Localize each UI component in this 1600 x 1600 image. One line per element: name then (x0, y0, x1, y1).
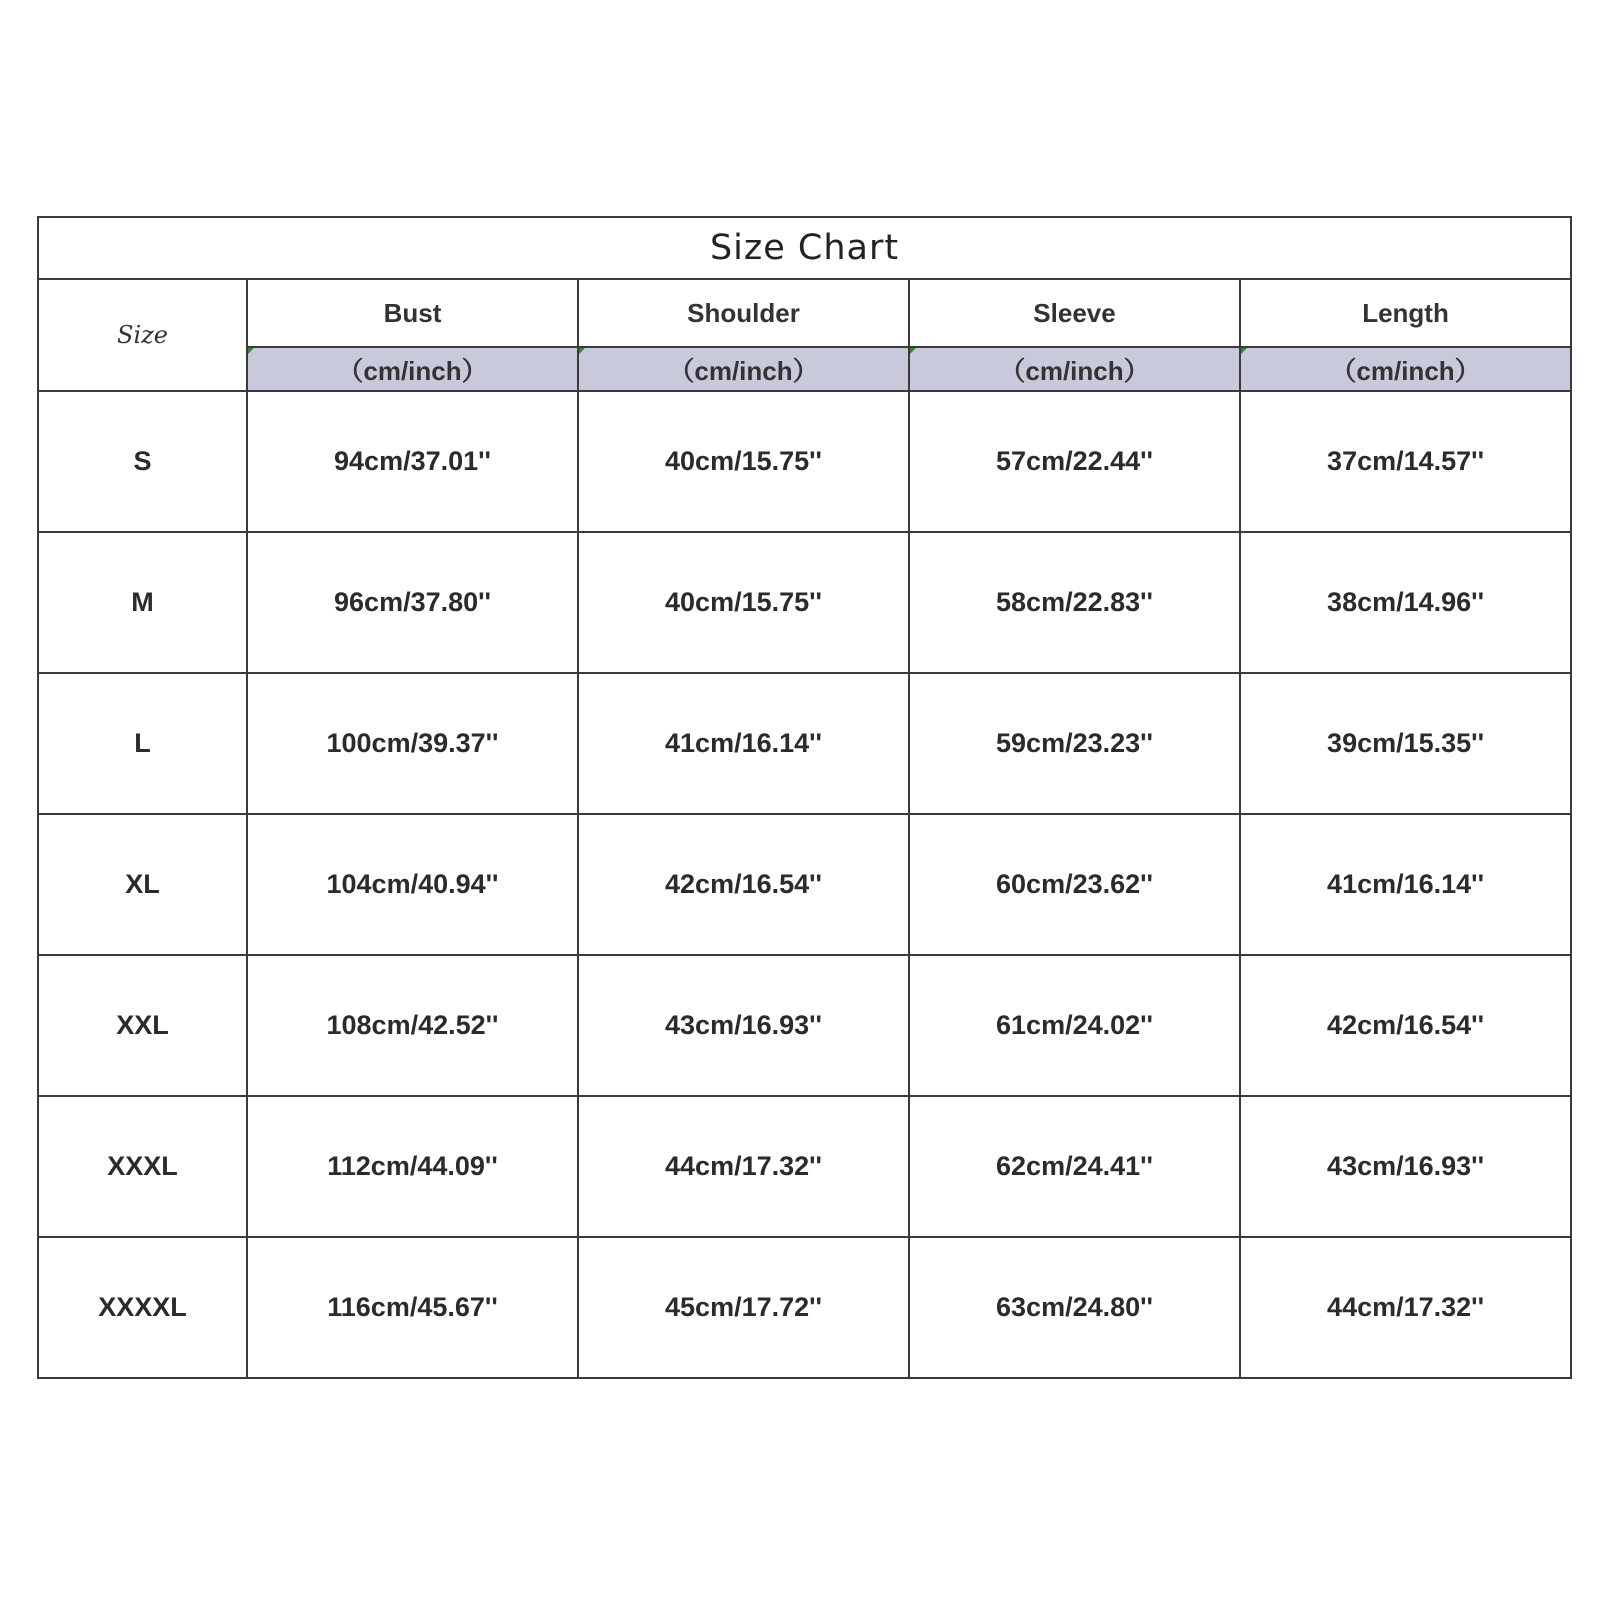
size-cell: XXL (38, 955, 247, 1096)
table-row (38, 814, 1571, 955)
title-row (38, 217, 1571, 279)
unit-label-bust: （cm/inch） (247, 347, 578, 391)
unit-label-length: （cm/inch） (1240, 347, 1571, 391)
table-row (38, 673, 1571, 814)
length-value-cell: 42cm/16.54'' (1240, 955, 1571, 1096)
bust-value-cell: 112cm/44.09'' (247, 1096, 578, 1237)
bust-value-cell: 116cm/45.67'' (247, 1237, 578, 1378)
size-cell: L (38, 673, 247, 814)
size-cell: XL (38, 814, 247, 955)
size-chart-table (37, 216, 1572, 1379)
sleeve-value-cell: 61cm/24.02'' (909, 955, 1240, 1096)
table-row (38, 532, 1571, 673)
shoulder-value-cell: 40cm/15.75'' (578, 391, 909, 532)
length-value-cell: 43cm/16.93'' (1240, 1096, 1571, 1237)
length-value-cell: 38cm/14.96'' (1240, 532, 1571, 673)
size-column-header: Size (38, 279, 247, 391)
sleeve-value-cell: 57cm/22.44'' (909, 391, 1240, 532)
shoulder-value-cell: 44cm/17.32'' (578, 1096, 909, 1237)
sleeve-value-cell: 59cm/23.23'' (909, 673, 1240, 814)
table-row (38, 955, 1571, 1096)
length-value-cell: 39cm/15.35'' (1240, 673, 1571, 814)
length-value-cell: 41cm/16.14'' (1240, 814, 1571, 955)
shoulder-value-cell: 40cm/15.75'' (578, 532, 909, 673)
bust-value-cell: 108cm/42.52'' (247, 955, 578, 1096)
table-row (38, 1096, 1571, 1237)
column-header-bust: Bust (247, 279, 578, 347)
bust-value-cell: 104cm/40.94'' (247, 814, 578, 955)
column-header-length: Length (1240, 279, 1571, 347)
header-row (38, 279, 1571, 347)
shoulder-value-cell: 43cm/16.93'' (578, 955, 909, 1096)
shoulder-value-cell: 42cm/16.54'' (578, 814, 909, 955)
bust-value-cell: 96cm/37.80'' (247, 532, 578, 673)
table-row (38, 391, 1571, 532)
length-value-cell: 44cm/17.32'' (1240, 1237, 1571, 1378)
size-cell: XXXXL (38, 1237, 247, 1378)
size-cell: M (38, 532, 247, 673)
shoulder-value-cell: 45cm/17.72'' (578, 1237, 909, 1378)
unit-row (38, 347, 1571, 391)
chart-title: Size Chart (38, 217, 1571, 279)
sleeve-value-cell: 63cm/24.80'' (909, 1237, 1240, 1378)
table-row (38, 1237, 1571, 1378)
sleeve-value-cell: 58cm/22.83'' (909, 532, 1240, 673)
length-value-cell: 37cm/14.57'' (1240, 391, 1571, 532)
shoulder-value-cell: 41cm/16.14'' (578, 673, 909, 814)
unit-label-shoulder: （cm/inch） (578, 347, 909, 391)
sleeve-value-cell: 62cm/24.41'' (909, 1096, 1240, 1237)
unit-label-sleeve: （cm/inch） (909, 347, 1240, 391)
size-cell: XXXL (38, 1096, 247, 1237)
bust-value-cell: 100cm/39.37'' (247, 673, 578, 814)
bust-value-cell: 94cm/37.01'' (247, 391, 578, 532)
size-cell: S (38, 391, 247, 532)
column-header-sleeve: Sleeve (909, 279, 1240, 347)
sleeve-value-cell: 60cm/23.62'' (909, 814, 1240, 955)
column-header-shoulder: Shoulder (578, 279, 909, 347)
